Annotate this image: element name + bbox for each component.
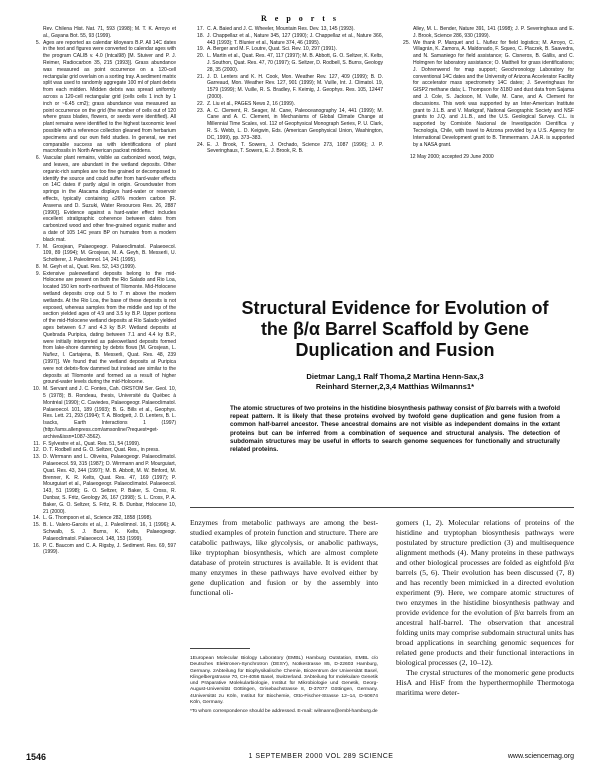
journal-url: www.sciencemag.org [507, 753, 574, 760]
reference-item [26, 543, 176, 557]
reference-text: A. Berger and M. F. Loutre, Quat. Sci. Rev. 10, 297 (1991). [207, 46, 337, 53]
page-footer [26, 752, 574, 764]
affiliation-divider [190, 648, 250, 649]
reference-number: 5. [35, 39, 40, 46]
reference-text: We thank P. Marquet and L. Nuñez for field logistics; M. Arroyo, C. Villagrán, K. Zamora, A. Maldonado, F. Squeo, C. Placzek, B. Saavedra, and N. Samaniego for field assistance; G. Cisneros, B. Gállis, and C. Holmgren for laboratory assistance; O. Mattheli for grass identifications; J. Dohrenwend for map support; Geochronology Laboratory for conventional 14C dates and the University of Arizona Accelerator Facility for accelerator mass spectrometry 14C dates; J. Severinghaus for GISP2 methane data; L. Thompson for δ18O and dust data from Sajama and J. Cole, S. Jackson, M. Vuille, M. Cane, and A. Clement for discussions. This work was supported by an Inter-American Institute grant to J.L.B. and V. Markgraf, National Geographic Society and NSF grants to J.Q. and J.L.B., and the U.S. Geological Survey. C.L. is supported by Comisión Nacional de Investigación Científica y Tecnología, Chile, with travel to Arizona provided by a U.S. Agency for International Development grant to B. Timmermann. J.A.R. is supported by a NASA grant. [413, 39, 574, 148]
reference-number: 12. [33, 447, 40, 454]
reference-text: D. Wirrmann and L. Oliveira, Palaeogeogr. Palaeoclimatol. Palaeoecol. 59, 315 (1987); D. Wirrmann and P. Mourguiart, Quat. Res. 43, 344 (1997); M. B. Abbott, M. W. Binford, M. Brenner, K. R. Kelts, Quat. Res. 47, 169 (1997); P. Mourguiart et al., Palaeogeogr. Palaeoclimatol. Palaeoecol. 143, 51 (1998); G. O. Seltzer, P. Baker, S. Cross, R. Dunbar, S. Fritz, Geology 26, 167 (1998); S. L. Cross, P. A. Baker, G. O. Seltzer, S. Fritz, R. B. Dunbar, Holocene 10, 21 (2000). [43, 454, 176, 515]
reference-number [396, 26, 413, 40]
reference-number: 22. [197, 100, 204, 107]
correspondence-text: *To whom correspondence should be addressed. E-mail: wilmanns@embl-hamburg.de [190, 709, 378, 715]
reference-number: 8. [35, 263, 40, 270]
reference-number: 7. [35, 243, 40, 250]
reference-text: L. G. Thompson et al., Science 282, 1858 (1998). [43, 515, 153, 522]
reference-text: C. A. Baied and J. C. Wheeler, Mountain Res. Dev. 13, 145 (1993). [207, 26, 355, 32]
abstract-divider [190, 507, 574, 508]
reference-text: Vascular plant remains, visible as carbonized wood, twigs, and leaves, are abundant in the wetland deposits. Other organic-rich samples are too fine grained or decomposed to identify the source and could suffer from hard-water effects on 14C dates if partly algal in origin. Groundwater from springs in the Atacama displays hard-water or reservoir effects, typically containing ≤26% modern carbon [R. Aravena and D. Suzuki, Water Resources Res. 26, 2887 (1990)]. Evidence against a hard-water effect includes excellent stratigraphic coherence between dates from carbonized wood and other fine-grained organic matter and a date of 105 14C years BP on humates from a modern black mat. [43, 155, 176, 243]
reference-text: D. T. Rodbell and G. O. Seltzer, Quat. Res., in press. [43, 447, 160, 454]
reference-number: 23. [197, 107, 204, 114]
reference-text: M. Grosjean, Palaeogeogr. Palaeoclimatol. Palaeoecol. 109, 89 (1994); M. Grosjean, M. A. Geyh, B. Messerli, U. Schotterer, J. Paleolimnol. 14, 241 (1995). [43, 243, 176, 264]
reference-text: E. J. Brook, T. Sowers, J. Orchado, Science 273, 1087 (1996); J. P. Severinghaus, T. Sowers, E. J. Brook, R. B. [207, 141, 383, 155]
references-column-1 [26, 26, 176, 556]
reference-number: 15. [33, 522, 40, 529]
references-column-3 [396, 26, 574, 161]
reference-number: 11. [33, 440, 40, 447]
reference-text: Ages are reported as calendar kiloyears B.P. All 14C dates in the text and figures were converted to calendar ages with the program CALIB v. 4.0 (Intcal98) [M. Stuiver and P. J. Reimer, Radiocarbon 35, 215 (1993)]. Grass abundance was measured as point occurrence on a 120-cell rectangular grid overlain on a sorting tray. A sediment matrix split was used to randomly aggregate 100 ml of plant debris from each midden. Midden debris was spread uniformly across a 120-cell rectangular grid (cells cells 1 inch by 1 inch or ~6.45 cm2); grass abundance was measured as point occurrence on the grid (the number of cells out of 120 where grass blades, flowers, or seeds were identified). All plant remains were identified to the highest taxonomic level possible with a reference collection gleaned from herbarium specimens and our own field studies. In general, we met comparable success as with identifications of plant macrofossils in North American packrat middens. [43, 39, 176, 155]
reference-text: Z. Liu et al., PAGES News 2, 16 (1999). [207, 100, 296, 107]
reference-number: 10. [33, 386, 40, 393]
reference-text: P. C. Baucom and C. A. Rigsby, J. Sediment. Res. 69, 597 (1999). [43, 542, 176, 556]
reference-number: 17. [197, 26, 204, 32]
reference-item [190, 53, 383, 73]
affiliations-text: 1European Molecular Biology Laboratory (EMBL) Hamburg Outstation, EMBL c/o Deutsches Elektronen-Synchrotron (DESY), Notkestrasse 85, D-22603 Hamburg, Germany. 2Abteilung für Biophysikalische Chemie, Biozentrum der Universität Basel, Klingelbergstrasse 70, CH-4056 Basel, Switzerland. 3Abteilung für molekulare Genetik und Präparative Molekularbiologie, Institut für Mikrobiologie und Genetik, Georg-August-Universität Göttingen, Grisebachstrasse 8, D-37077 Göttingen, Germany. 4Universität zu Köln, Institut für Biochemie, Otto-Fischer-Strasse 12–14, D-50674 Köln, Germany. [190, 656, 378, 706]
reference-number: 6. [35, 155, 40, 162]
reference-text: M. Servant and J. C. Fontes, Cah. ORSTOM Ser. Geol. 10, 5 (1978); B. Rondeau, thesis, Université du Québec à Montréal (1990); C. Caviedes, Palaeogeogr. Palaeoclimatol. Palaeoecol. 101, 189 (1993); B. G. Bills et al., Geophys. Res. Lett. 21, 293 (1994); T. A. Blodgett, J. D. Lenters, B. L. Isacks, Earth Interactions 1 (1997) (http://ams.allenpress.com/amsonline/?request=get-archive&issn=1087-3562). [43, 386, 176, 440]
reference-text: Extensive paleowetland deposits belong to the mid-Holocene are present on both the Rio Salado and Rio Loa, located 150 km north-northwest of Tilomonte. Mid-Holocene wetland deposits crop out 5 to 7 m above the modern wetlands. At the Rio Loa, the base of these deposits is not exposed, whereas samples from the middle and top of the section yielded ages of 4.9 and 3.5 ky B.P. Upper portions of the mid-Holocene wetland deposits at Rio Salado yielded ages between 6.7 and 4.3 ky B.P. Wetland deposits at Quebrada Puripica, dating between 7.1 and 4.4 ky B.P., were initially interpreted as paleowetland deposits formed from lake-shore damming by debris flows [M. Grosjean, L. Nuñez, I. Cartajena, B. Messerli, Quat. Res. 48, 239 (1997)]. We found that the wetland deposits at Puripica were not debris-flow dammed but instead are similar to the deposits at Tilomonte and formed as a result of higher ground-water levels during the mid-Holocene. [43, 270, 176, 386]
reference-item [190, 33, 383, 47]
body-right-paragraph-1: gomers (1, 2). Molecular relations of proteins of the histidine and tryptophan biosynthesis pathways were postulated by structure prediction (3) and multisequence alignment methods (4). Many proteins in these pathways and other biological processes are folded as eightfold β/α barrels (5, 6). Their evolution has been discussed (7, 8) and has recently been mimicked in a directed evolution experiment (9). Here, we compare atomic structures of two enzymes in the histidine biosynthesis pathway and provide evidence for the evolution of β/α barrels from an ancestral half-barrel. The observation that ancestral folding units may comprise subdomain structural units has broad applications in searching genomic sequences for related gene products and their functional interactions in biological processes (2, 10–12). [396, 518, 574, 667]
body-right-paragraph-2: The crystal structures of the monomeric gene products HisA and HisF from the hyperthermophile Thermotoga maritima were deter- [396, 668, 574, 697]
reference-text: Rev. Chilena Hist. Nat. 71, 593 (1998); M. T. K. Arroyo et al., Gayana Bot. 55, 93 (1999). [43, 26, 176, 39]
article-abstract: The atomic structures of two proteins in the histidine biosynthesis pathway consist of β/α barrels with a twofold repeat pattern. It is likely that these proteins evolved by twofold gene duplication and gene fusion from a common half-barrel ancestor. These ancestral domains are not visible as independent domains in the extant proteins but can be inferred from a combination of sequence and structural analysis. The detection of subdomain structures may be useful in efforts to search genome sequences for functionally and structurally related proteins. [230, 405, 560, 454]
reference-text: A. C. Clement, R. Seager, M. Cane, Paleoceanography 14, 441 (1999); M. Cane and A. C. Clement, in Mechanisms of Global Climate Change at Millennial Time Scales, vol. 112 of Geophysical Monograph Series, P. U. Clark, R. S. Webb, L. D. Keigwin, Eds. (American Geophysical Union, Washington, DC, 1999), pp. 373–383. [207, 107, 383, 141]
reference-number: 14. [33, 515, 40, 522]
authors-line-2: Reinhard Sterner,2,3,4 Matthias Wilmanns1* [315, 382, 475, 391]
body-text-left: Enzymes from metabolic pathways are among the best-studied examples of protein function and structure. There are catabolic pathways, like glycolysis, or anabolic pathways, like tryptophan biosynthesis, which are almost complete database of protein structures is available. It is evident that many enzymes in these pathways have evolved either by gene duplication and fusion or by the assembly into functional oli- [190, 518, 378, 597]
reference-text: Alley, M. L. Bender, Nature 391, 141 (1998); J. P. Severinghaus and E. J. Brook, Science 286, 930 (1999). [413, 26, 574, 39]
body-text-right [396, 518, 574, 698]
reference-item [26, 515, 176, 522]
reference-number [26, 26, 43, 40]
reference-item [190, 74, 383, 101]
reference-item [26, 441, 176, 448]
reference-text: J. Chappellaz et al., Nature 345, 127 (1990); J. Chappellaz et al., Nature 366, 443 (1993); T. Blunier et al., Nature 374, 46 (1995). [207, 32, 383, 46]
article-authors [230, 372, 560, 392]
issue-info: 1 SEPTEMBER 2000 VOL 289 SCIENCE [248, 753, 394, 760]
reference-number: 9. [35, 270, 40, 277]
reference-item [190, 101, 383, 108]
article-title: Structural Evidence for Evolution of the β/α Barrel Scaffold by Gene Duplication and Fusion [241, 298, 549, 360]
reference-item [26, 454, 176, 515]
references-column-2 [190, 26, 383, 155]
reference-item [26, 447, 176, 454]
reference-number: 18. [197, 32, 204, 39]
reference-item [26, 271, 176, 387]
authors-line-1: Dietmar Lang,1 Ralf Thoma,2 Martina Henn-Sax,3 [306, 372, 484, 381]
reference-item [396, 26, 574, 40]
reference-text: M. Geyh et al., Quat. Res. 52, 143 (1999). [43, 263, 137, 270]
reference-text: F. Sylvestre et al., Quat. Res. 51, 54 (1999). [43, 440, 141, 447]
reference-item [190, 142, 383, 156]
reference-number: 25. [403, 39, 410, 46]
reference-item [26, 26, 176, 40]
reference-item [26, 522, 176, 542]
author-affiliations [190, 656, 378, 716]
reference-item [26, 40, 176, 156]
reference-text: L. Martin et al., Quat. Res. 47, 117 (1997); M. B. Abbott, G. O. Seltzer, K. Kelts, J. Southon, Quat. Res. 47, 70 (1997); G. Seltzer, D. Rodbell, S. Burns, Geology 28, 35 (2000). [207, 53, 383, 73]
reference-item [190, 108, 383, 142]
reference-number: 13. [33, 454, 40, 461]
reference-item [26, 155, 176, 243]
reference-item [190, 46, 383, 53]
reference-text: J. D. Lenters and K. H. Cook, Mon. Weather Rev. 127, 409 (1999); B. D. Garreaud, Mon. Weather Rev. 127, 901 (1999); M. Vuille, Int. J. Climatol. 19, 1579 (1999); M. Vuille, R. S. Bradley, F. Keimig, J. Geophys. Res. 105, 12447 (2000). [207, 73, 383, 100]
reference-number: 20. [197, 53, 204, 60]
reference-number: 24. [197, 141, 204, 148]
section-header: R e p o r t s [261, 14, 339, 23]
reference-item [26, 386, 176, 440]
reference-item [26, 264, 176, 271]
received-accepted-dates: 12 May 2000; accepted 29 June 2000 [410, 154, 494, 161]
reference-item [26, 244, 176, 264]
reference-item [396, 40, 574, 149]
reference-number: 21. [197, 73, 204, 80]
reference-text: B. L. Valero-Garcés et al., J. Paleolimnol. 16, 1 (1996); A. Schwalb, S. J. Burns, K. Kelts, Palaeogeogr. Palaeoclimatol. Palaeoecol. 148, 153 (1999). [43, 522, 176, 542]
page-number: 1546 [26, 752, 47, 762]
reference-item [190, 26, 383, 33]
reference-number: 16. [33, 542, 40, 549]
reference-number: 19. [197, 46, 204, 53]
